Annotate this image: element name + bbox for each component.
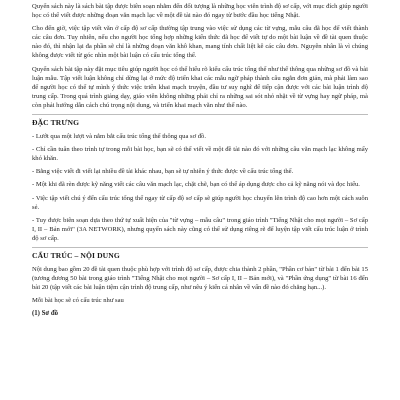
intro-paragraph-3: Quyển sách bài tập này đặt mục tiêu giúp người học có thể hiểu rõ kiểu cấu trúc tổng thể như thế thông qua những sơ đồ và bài luận mẫu. Tập viết luận không chỉ dừng lại ở mức độ triển khai các mẫu ngữ pháp thành câu ngắn đơn giản, mà phải làm sao để người học có thể tự mình ý thức việc triển khai mạch truyện, đầu tư suy nghĩ để tiếp cận được với các bài luận trình độ trung cấp. Trong quá trình giảng dạy, giáo viên không những phải chỉ ra những sai sót nhỏ nhặt về từ vựng hay ngữ pháp, mà còn phải hướng dẫn cách chú trọng nội dung, và triển khai mạch văn như thế nào. [32, 65, 368, 109]
section-divider [32, 114, 368, 115]
feature-item-6: - Tuy được biên soạn dựa theo thứ tự xuất hiện của "từ vựng – mẫu câu" trong giáo trình "Tiếng Nhật cho mọi người – Sơ cấp I, II – Bản mới" (3A NETWORK), nhưng quyển sách này cũng có thể sử dụng riêng rẽ để luyện tập viết cấu trúc luận ở trình độ sơ cấp. [32, 216, 368, 242]
intro-paragraph-2: Cho đến giờ, việc tập viết văn ở cấp độ sơ cấp thường tập trung vào việc sử dụng các từ vựng, mẫu câu đã học để viết thành các câu đơn. Tuy nhiên, nếu cho người học tổng hợp những kiến thức đã học để viết tự do một bài luận về đề tài quen thuộc nào đó, thì nhận lại đa phần sẽ chỉ là những đoạn văn khô khan, mang tính chất liệt kê các câu đơn. Nguyên nhân là vì chúng không được viết từ góc nhìn một bài luận có cấu trúc tổng thể. [32, 25, 368, 60]
feature-item-3: - Bằng việc viết đi viết lại nhiều đề tài khác nhau, bạn sẽ tự nhiên ý thức được về cấu trúc tổng thể. [32, 168, 294, 176]
feature-item-5: - Việc tập viết chú ý đến cấu trúc tổng thể ngay từ cấp độ sơ cấp sẽ giúp người học chuyển lên trình độ cao hơn một cách suôn sẻ. [32, 194, 368, 211]
section-divider [32, 247, 368, 248]
feature-item-4: - Một khi đã rèn được kỹ năng viết các câu văn mạch lạc, chặt chẽ, bạn có thể áp dụng được cho cả kỹ năng nói và đọc hiểu. [32, 181, 360, 189]
features-heading: ĐẶC TRƯNG [32, 118, 80, 128]
structure-paragraph-1: Nội dung bao gồm 20 đề tài quen thuộc phù hợp với trình độ sơ cấp, được chia thành 2 phần, "Phần cơ bản" từ bài 1 đến bài 15 (tương đương 50 bài trong giáo trình "Tiếng Nhật cho mọi người – Sơ cấp I, II – Bản mới), và "Phần ứng dụng" từ bài 16 đến bài 20 (tập viết các bài luận tiệm cận trình độ trung cấp, như nêu ý kiến cá nhân về vấn đề nào đó chẳng hạn...). [32, 265, 368, 292]
structure-paragraph-2: Mỗi bài học sẽ có cấu trúc như sau [32, 297, 124, 305]
structure-subheading-1: (1) Sơ đồ [32, 310, 59, 318]
structure-heading: CẤU TRÚC – NỘI DUNG [32, 250, 120, 260]
intro-paragraph-1: Quyển sách này là sách bài tập được biên soạn nhằm đến đối tượng là những học viên trình độ sơ cấp, với mục đích giúp người học có thể viết được những đoạn văn mạch lạc về một đề tài nào đó ngay từ bước đầu học tiếng Nhật. [32, 3, 368, 20]
feature-item-1: - Lướt qua một lượt và nắm bắt cấu trúc tổng thể thông qua sơ đồ. [32, 133, 206, 141]
feature-item-2: - Chỉ cần tuân theo trình tự trong mỗi bài học, bạn sẽ có thể viết về một đề tài nào đó với những câu văn mạch lạc không mấy khó khăn. [32, 146, 368, 163]
